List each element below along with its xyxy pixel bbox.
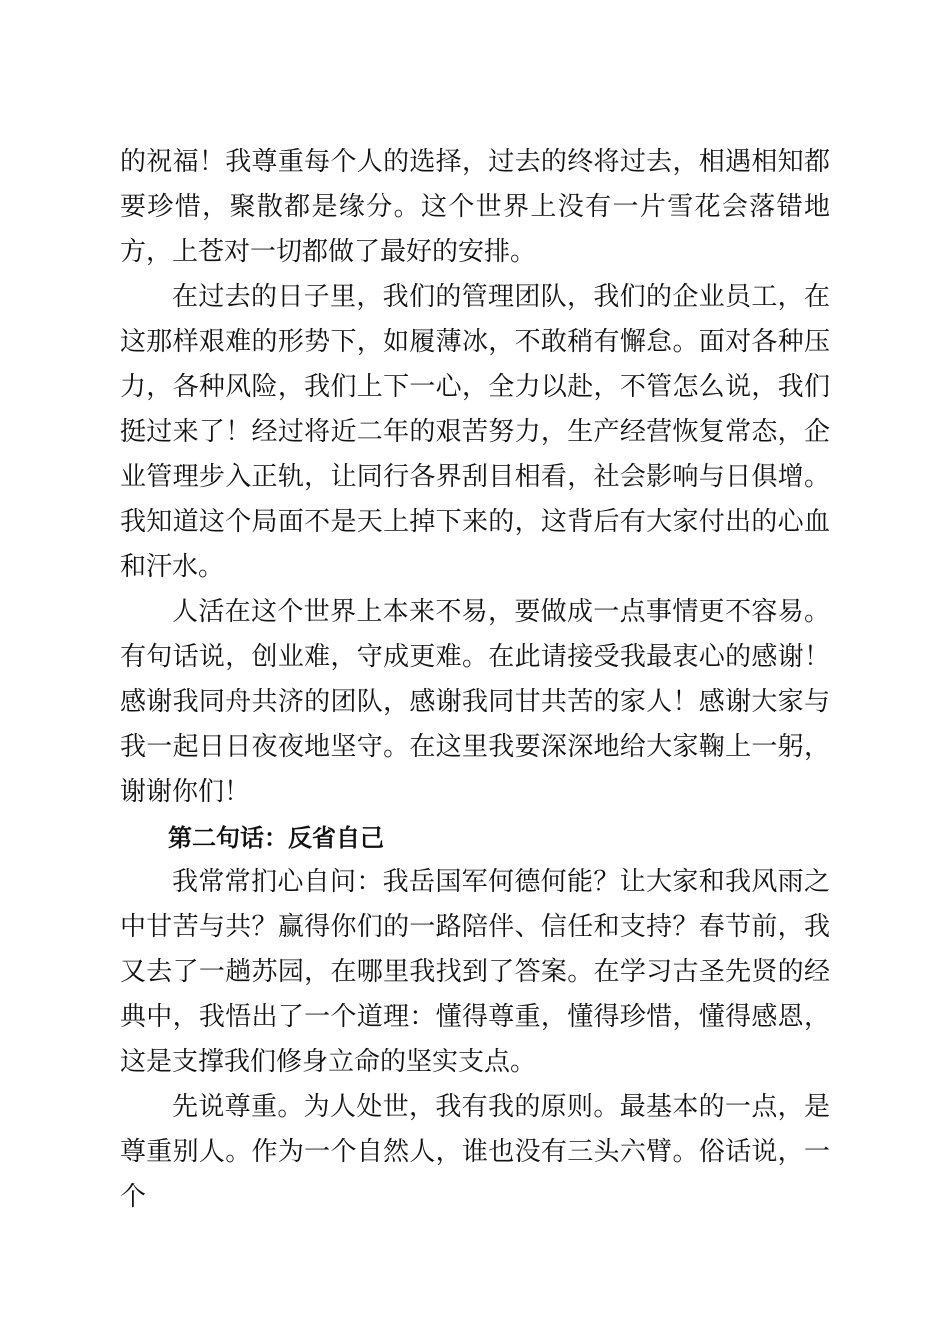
document-page [120,140,830,1220]
paragraph-past-days: 在过去的日子里，我们的管理团队，我们的企业员工，在这那样艰难的形势下，如履薄冰，不敢稍有懈怠。面对各种压力，各种风险，我们上下一心，全力以赴，不管怎么说，我们挺过来了！经过将近二年的艰苦努力，生产经营恢复常态，企业管理步入正轨，让同行各界刮目相看，社会影响与日俱增。我知道这个局面不是天上掉下来的，这背后有大家付出的心血和汗水。 [120,282,830,582]
paragraph-self-reflection: 我常常扪心自问：我岳国军何德何能？让大家和我风雨之中甘苦与共？赢得你们的一路陪伴、信任和支持？春节前，我又去了一趟苏园，在哪里我找到了答案。在学习古圣先贤的经典中，我悟出了一个道理：懂得尊重，懂得珍惜，懂得感恩，这是支撑我们修身立命的坚实支点。 [120,867,830,1077]
paragraph-respect: 先说尊重。为人处世，我有我的原则。最基本的一点，是尊重别人。作为一个自然人，谁也没有三头六臂。俗话说，一个 [120,1092,830,1212]
section-heading: 第二句话：反省自己 [168,823,384,852]
paragraph-continued-blessing: 的祝福！我尊重每个人的选择，过去的终将过去，相遇相知都要珍惜，聚散都是缘分。这个世界上没有一片雪花会落错地方，上苍对一切都做了最好的安排。 [120,147,830,267]
paragraph-gratitude: 人活在这个世界上本来不易，要做成一点事情更不容易。有句话说，创业难，守成更难。在此请接受我最衷心的感谢！感谢我同舟共济的团队，感谢我同甘共苦的家人！感谢大家与我一起日日夜夜地坚守。在这里我要深深地给大家鞠上一躬，谢谢你们！ [120,597,830,807]
